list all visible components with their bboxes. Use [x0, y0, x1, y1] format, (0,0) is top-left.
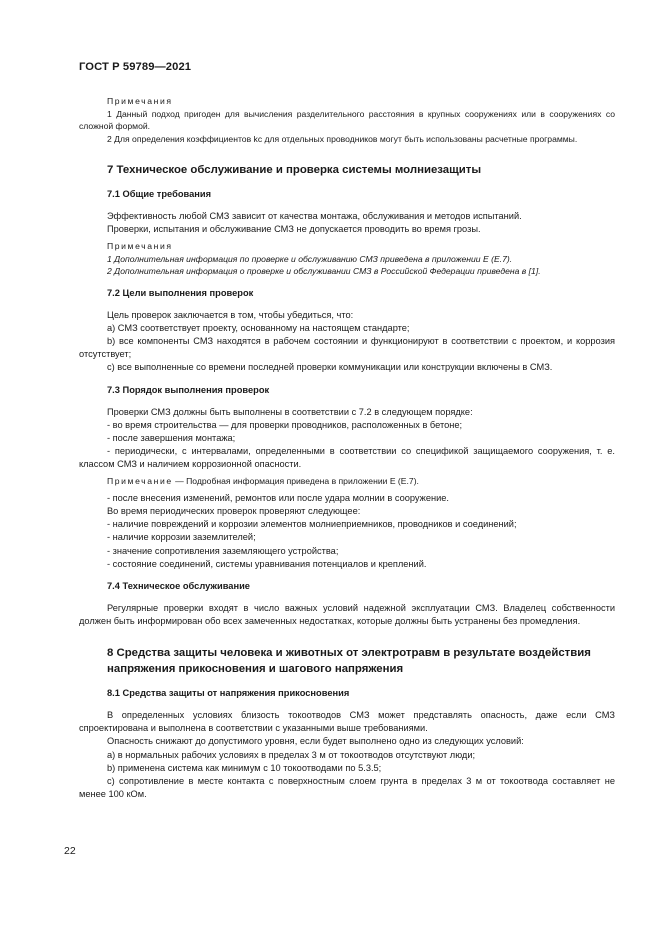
list-item: - состояние соединений, системы уравнивания потенциалов и креплений.	[107, 558, 427, 569]
paragraph: Проверки СМЗ должны быть выполнены в соответствии с 7.2 в следующем порядке:	[107, 406, 473, 417]
subsection-title: 7.4 Техническое обслуживание	[107, 580, 250, 591]
section-title: 8 Средства защиты человека и животных от электротравм в результате воздействия напряжения прикосновения и шагового напряжения	[107, 647, 591, 676]
list-item: - значение сопротивления заземляющего устройства;	[107, 545, 339, 556]
note-label: Примечание	[107, 476, 173, 487]
list-item: b) все компоненты СМЗ находятся в рабочем состоянии и функционируют в соответствии с проектом, и коррозия отсутствует;	[79, 336, 615, 360]
list-item: - после завершения монтажа;	[107, 432, 236, 443]
note-item: 1 Данный подход пригоден для вычисления разделительного расстояния в крупных сооружениях или в сооружениях со сложной формой.	[79, 108, 615, 131]
note-item: 2 Для определения коэффициентов kc для отдельных проводников могут быть использованы расчетные программы.	[107, 133, 578, 144]
note-item: 2 Дополнительная информация о проверке и обслуживании СМЗ в Российской Федерации приведена в [1].	[107, 266, 541, 277]
list-item: c) сопротивление в месте контакта с поверхностным слоем грунта в пределах 3 м от токоотвода составляет не менее 100 кОм.	[79, 775, 615, 800]
subsection-title: 8.1 Средства защиты от напряжения прикосновения	[107, 688, 350, 699]
paragraph: Во время периодических проверок проверяют следующее:	[107, 506, 361, 517]
paragraph: Цель проверок заключается в том, чтобы убедиться, что:	[107, 309, 354, 320]
notes-label: Примечания	[107, 96, 173, 106]
paragraph: Эффективность любой СМЗ зависит от качества монтажа, обслуживания и методов испытаний.	[107, 211, 522, 221]
section-title: 7 Техническое обслуживание и проверка системы молниезащиты	[107, 164, 482, 176]
paragraph: Регулярные проверки входят в число важных условий надежной эксплуатации СМЗ. Владелец собственности должен быть информирован обо всех замеченных недостатках, которые должны быть устранены без промедления.	[79, 602, 615, 626]
list-item: - наличие повреждений и коррозии элементов молниеприемников, проводников и соединений;	[107, 519, 517, 530]
note-text: — Подробная информация приведена в приложении Е (Е.7).	[172, 476, 419, 487]
list-item: a) в нормальных рабочих условиях в пределах 3 м от токоотводов отсутствуют люди;	[107, 749, 476, 760]
list-item: - периодически, с интервалами, определенными в соответствии со спецификой защищаемого сооружения, т. е. классом СМЗ и наличием коррозионной опасности.	[79, 446, 615, 470]
paragraph: В определенных условиях близость токоотводов СМЗ может представлять опасность, даже если СМЗ спроектирована и выполнена в соответствии с указанными выше требованиями.	[79, 710, 615, 734]
subsection-title: 7.2 Цели выполнения проверок	[107, 287, 254, 298]
list-item: - после внесения изменений, ремонтов или после удара молнии в сооружение.	[107, 492, 449, 503]
list-item: - во время строительства — для проверки проводников, расположенных в бетоне;	[107, 419, 463, 430]
paragraph: Проверки, испытания и обслуживание СМЗ не допускается проводить во время грозы.	[107, 224, 481, 235]
note-single	[79, 475, 615, 488]
list-item: b) применена система как минимум с 10 токоотводами по 5.3.5;	[107, 762, 382, 773]
subsection-title: 7.1 Общие требования	[107, 189, 212, 199]
subsection-title: 7.3 Порядок выполнения проверок	[107, 384, 270, 395]
paragraph: Опасность снижают до допустимого уровня, если будет выполнено одно из следующих условий:	[107, 736, 524, 747]
list-item: - наличие коррозии заземлителей;	[107, 532, 256, 543]
list-item: a) СМЗ соответствует проекту, основанному на настоящем стандарте;	[107, 322, 410, 333]
list-item: c) все выполненные со времени последней проверки коммуникации или конструкции включены в СМЗ.	[107, 362, 553, 373]
note-item: 1 Дополнительная информация по проверке и обслуживанию СМЗ приведена в приложении Е (Е.7).	[107, 253, 513, 264]
document-header: ГОСТ Р 59789—2021	[79, 61, 192, 73]
notes-label: Примечания	[107, 241, 173, 252]
document-body	[79, 95, 615, 801]
page-number: 22	[64, 845, 76, 857]
